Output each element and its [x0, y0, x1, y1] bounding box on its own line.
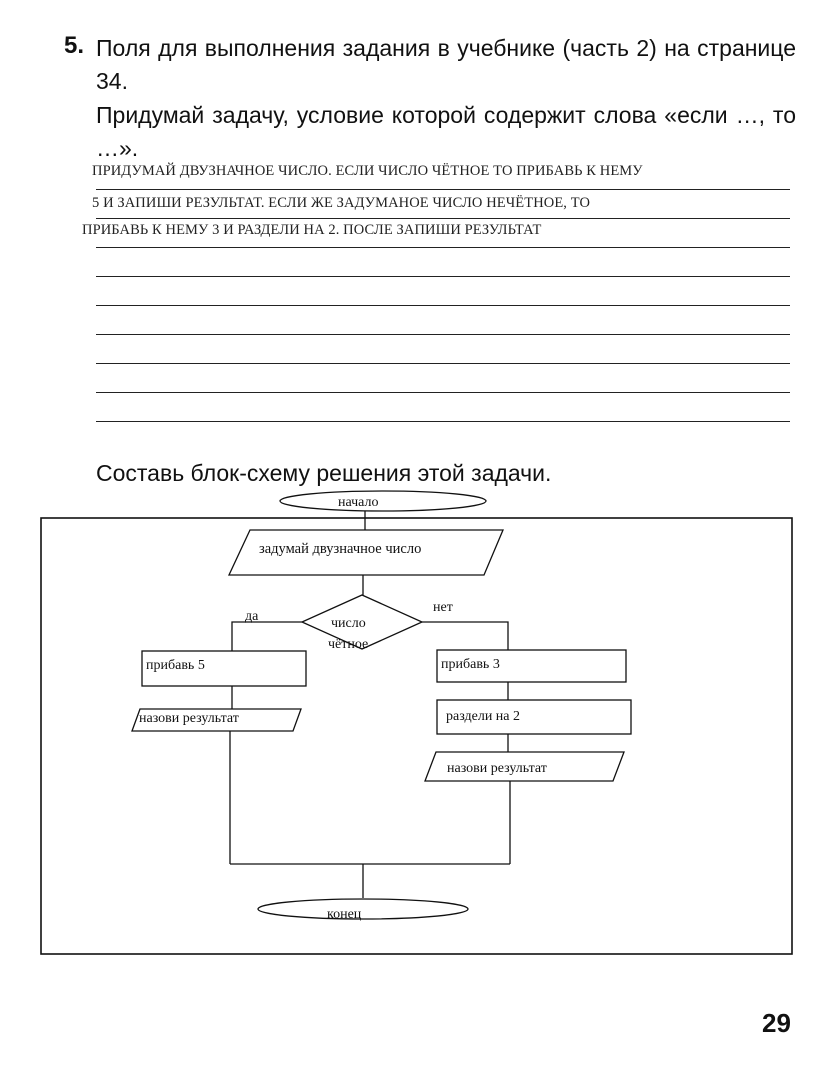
task-prompt: Придумай задачу, условие которой содержит слова «если …, то …».	[96, 102, 796, 161]
end-label: конец	[327, 907, 362, 922]
input-label: задумай двузначное число	[259, 541, 422, 557]
page-number: 29	[762, 1008, 791, 1038]
answer-line-3: ПРИБАВЬ К НЕМУ 3 И РАЗДЕЛИ НА 2. ПОСЛЕ ЗАПИШИ РЕЗУЛЬТАТ	[82, 222, 542, 238]
no-action-2-label: раздели на 2	[446, 709, 521, 724]
yes-action-label: прибавь 5	[146, 658, 205, 673]
flowchart-frame	[41, 518, 792, 954]
flowchart-caption: Составь блок-схему решения этой задачи.	[96, 460, 552, 486]
no-label: нет	[433, 600, 453, 615]
task-header: Поля для выполнения задания в учебнике (часть 2) на странице 34.	[96, 35, 796, 94]
task-number: 5.	[64, 32, 85, 59]
yes-output-label: назови результат	[139, 711, 239, 726]
no-action-1-label: прибавь 3	[441, 657, 500, 672]
start-terminal	[280, 491, 486, 511]
yes-label: да	[245, 609, 259, 624]
no-output-label: назови результат	[447, 761, 547, 776]
answer-line-1: ПРИДУМАЙ ДВУЗНАЧНОЕ ЧИСЛО. ЕСЛИ ЧИСЛО ЧЁТНОЕ ТО ПРИБАВЬ К НЕМУ	[92, 163, 643, 179]
answer-line-2: 5 И ЗАПИШИ РЕЗУЛЬТАТ. ЕСЛИ ЖЕ ЗАДУМАНОЕ ЧИСЛО НЕЧЁТНОЕ, ТО	[92, 195, 591, 211]
end-terminal	[258, 899, 468, 919]
start-label: начало	[338, 495, 379, 510]
condition-label-1: число	[331, 616, 366, 631]
condition-label-2: чётное	[328, 637, 369, 652]
